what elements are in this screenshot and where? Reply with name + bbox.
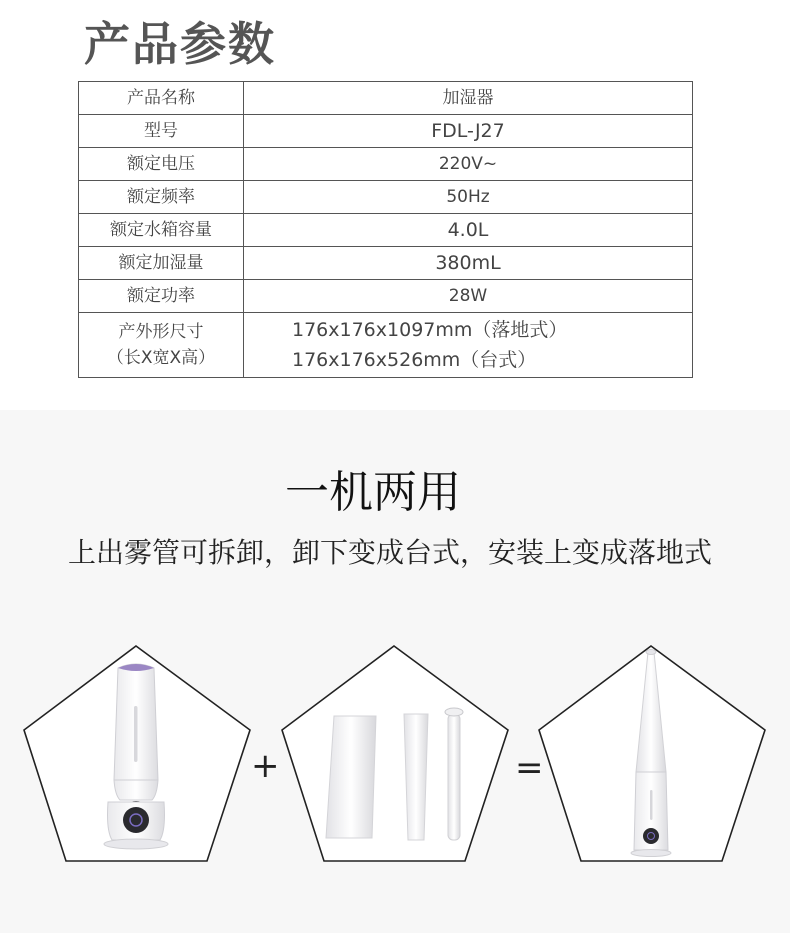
table-row <box>79 148 693 181</box>
spec-label: 型号 <box>79 115 244 148</box>
spec-value: 28W <box>244 280 693 313</box>
spec-value: FDL-J27 <box>244 115 693 148</box>
spec-value: 加湿器 <box>244 82 693 115</box>
pentagon-frame-middle <box>282 646 508 861</box>
table-row <box>79 82 693 115</box>
feature-title: 一机两用 <box>285 467 461 518</box>
size-label-line2: （长X宽X高） <box>106 348 216 368</box>
feature-subtitle: 上出雾管可拆卸，卸下变成台式，安装上变成落地式 <box>68 536 713 569</box>
spec-value: 380mL <box>244 247 693 280</box>
spec-label: 额定水箱容量 <box>79 214 244 247</box>
spec-label-size <box>79 313 244 378</box>
spec-label: 产品名称 <box>79 82 244 115</box>
spec-table <box>78 81 693 378</box>
table-row <box>79 181 693 214</box>
table-row <box>79 115 693 148</box>
spec-value: 4.0L <box>244 214 693 247</box>
spec-value: 50Hz <box>244 181 693 214</box>
spec-label: 额定频率 <box>79 181 244 214</box>
spec-value-size <box>244 313 693 378</box>
spec-label: 额定功率 <box>79 280 244 313</box>
table-row <box>79 280 693 313</box>
plus-sign: + <box>251 746 280 786</box>
page-title: 产品参数 <box>84 17 276 71</box>
size-value-line2: 176x176x526mm（台式） <box>292 349 537 371</box>
size-label-line1: 产外形尺寸 <box>118 322 204 342</box>
table-row <box>79 247 693 280</box>
spec-value: 220V~ <box>244 148 693 181</box>
table-row <box>79 313 693 378</box>
spec-label: 额定电压 <box>79 148 244 181</box>
equals-sign: = <box>515 748 544 788</box>
product-illustration <box>0 630 790 880</box>
spec-label: 额定加湿量 <box>79 247 244 280</box>
table-row <box>79 214 693 247</box>
size-value-line1: 176x176x1097mm（落地式） <box>292 319 568 341</box>
